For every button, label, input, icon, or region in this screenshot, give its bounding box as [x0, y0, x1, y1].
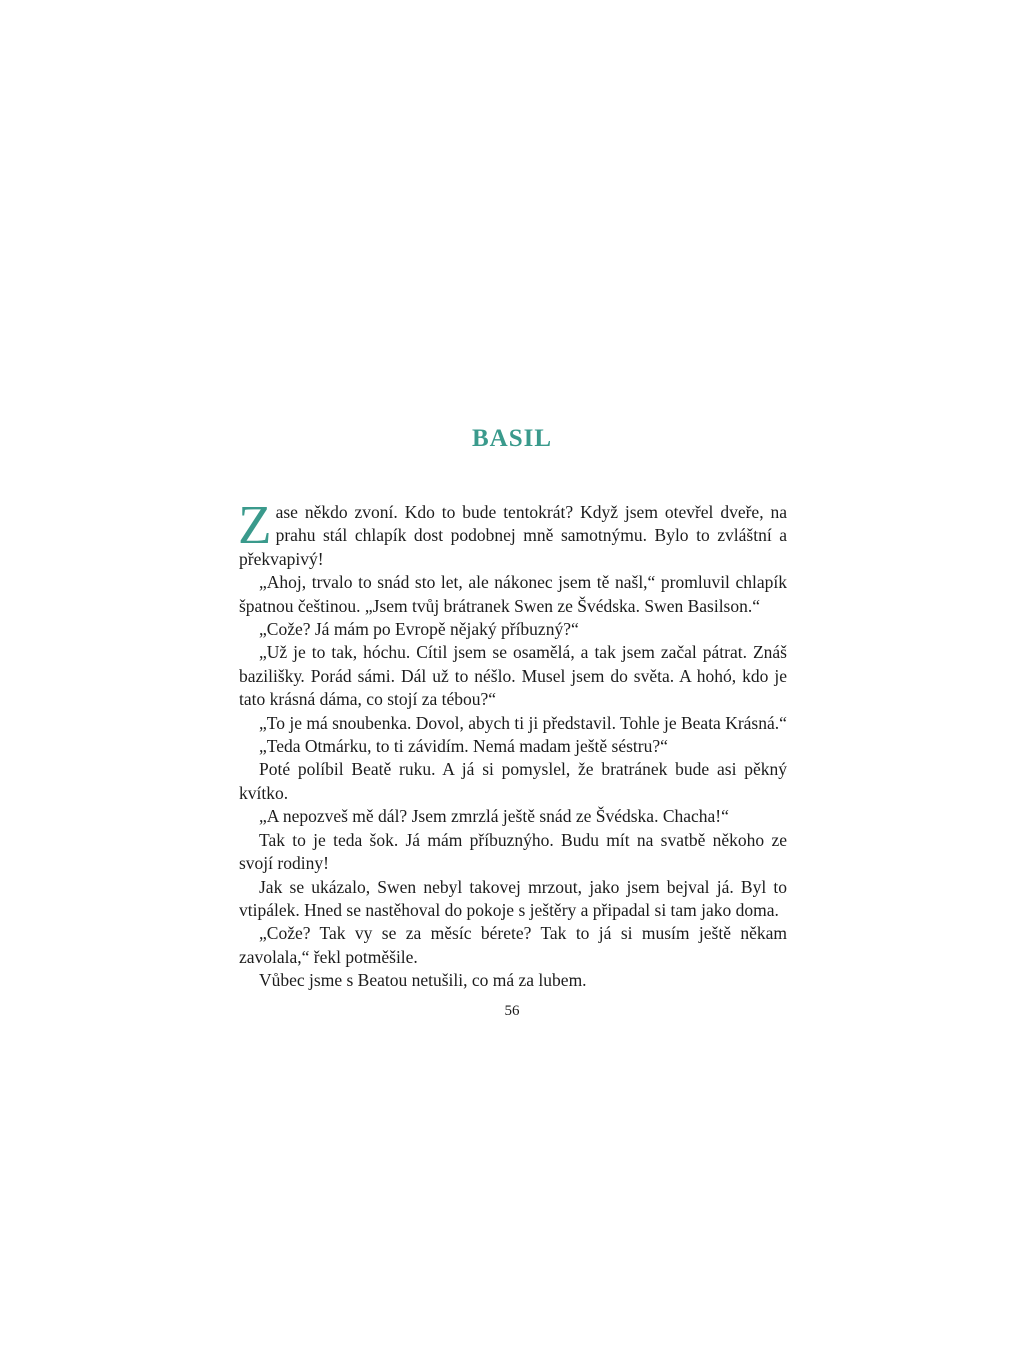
opening-text: ase někdo zvoní. Kdo to bude tentokrát? Když jsem otevřel dveře, na prahu stál chlapík dost podobnej mně samotnýmu. Bylo to zvláštní a překvapivý! — [239, 502, 787, 569]
paragraph: Vůbec jsme s Beatou netušili, co má za lubem. — [259, 970, 587, 991]
chapter-title: BASIL — [471, 425, 553, 452]
page-number: 56 — [504, 1003, 520, 1019]
paragraph: „To je má snoubenka. Dovol, abych ti ji představil. Tohle je Beata Krásná.“ — [259, 712, 787, 733]
paragraph: „A nepozveš mě dál? Jsem zmrzlá ještě snád ze Švédska. Chacha!“ — [259, 806, 729, 827]
paragraph: „Cože? Tak vy se za měsíc bérete? Tak to já si musím ještě někam zavolala,“ řekl potměšile. — [239, 923, 787, 967]
paragraph: „Už je to tak, hóchu. Cítil jsem se osamělá, a tak jsem začal pátrat. Znáš baziliškу. Porád sámi. Dál už to néšlo. Musel jsem do světa. A hohó, kdo je tato krásná dáma, co stojí za tébou?“ — [239, 642, 787, 710]
body-text — [238, 494, 787, 993]
paragraph: Jak se ukázalo, Swen nebyl takovej mrzout, jako jsem bejval já. Byl to vtipálek. Hned se nastěhoval do pokoje s ještěry a připadal si tam jako doma. — [239, 876, 787, 920]
drop-cap: Z — [238, 494, 272, 555]
paragraph-opening — [238, 494, 787, 571]
paragraph: „Teda Otmárku, to ti závidím. Nemá madam ještě séstru?“ — [259, 736, 668, 757]
paragraph: Poté políbil Beatě ruku. A já si pomyslel, že bratránek bude asi pěkný kvítko. — [239, 759, 787, 803]
paragraph: „Ahoj, trvalo to snád sto let, ale nákonec jsem tě našl,“ promluvil chlapík špatnou češtinou. „Jsem tvůj brátranek Swen ze Švédska. Swen Basilson.“ — [239, 572, 787, 616]
paragraph: „Cože? Já mám po Evropě nějaký příbuzný?“ — [259, 619, 579, 640]
paragraph: Tak to je teda šok. Já mám příbuznýho. Budu mít na svatbě někoho ze svojí rodiny! — [239, 829, 787, 874]
